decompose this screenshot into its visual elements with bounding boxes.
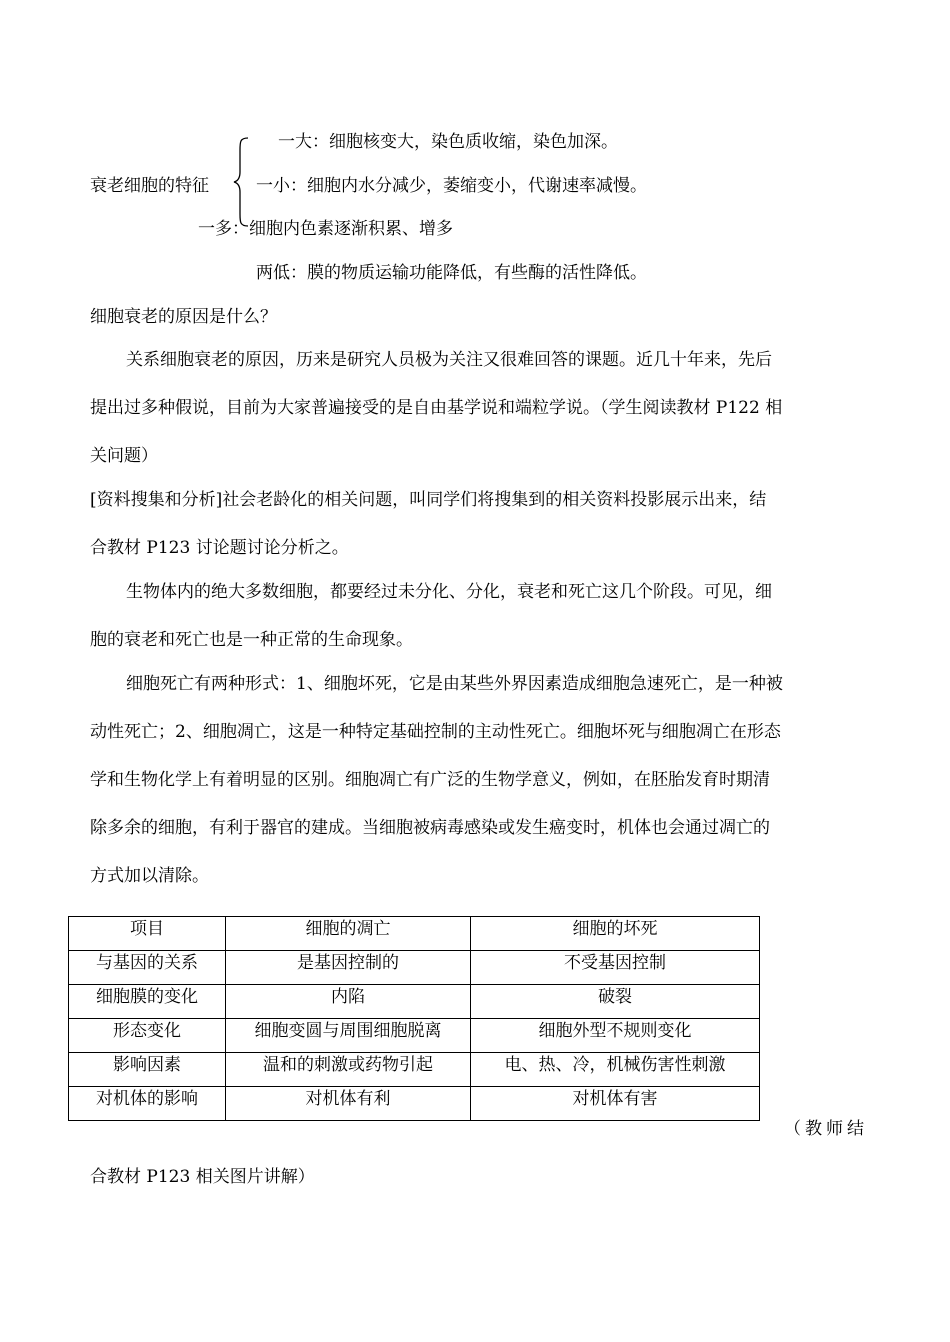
table-cell: 不受基因控制 (471, 951, 760, 985)
para2-line2: 合教材 P123 讨论题讨论分析之。 (90, 538, 349, 558)
feature-item-two-low: 两低：膜的物质运输功能降低，有些酶的活性降低。 (256, 263, 647, 283)
para4-line5: 方式加以清除。 (90, 866, 209, 886)
para1-line3: 关问题） (90, 446, 158, 466)
feature-item-more-text: 细胞内色素逐渐积累、增多 (249, 219, 453, 239)
table-cell: 温和的刺激或药物引起 (226, 1053, 471, 1087)
table-row (69, 1053, 760, 1087)
feature-item-more (198, 214, 453, 239)
table-cell: 细胞外型不规则变化 (471, 1019, 760, 1053)
teacher-note-part2: 合教材 P123 相关图片讲解） (90, 1167, 315, 1187)
para4-line1: 细胞死亡有两种形式：1、细胞坏死，它是由某些外界因素造成细胞急速死亡，是一种被 (126, 674, 783, 694)
table-row (69, 985, 760, 1019)
para1-line1: 关系细胞衰老的原因，历来是研究人员极为关注又很难回答的课题。近几十年来，先后 (126, 350, 772, 370)
table-cell: 破裂 (471, 985, 760, 1019)
comparison-table (68, 916, 760, 1121)
question-heading: 细胞衰老的原因是什么？ (90, 307, 277, 327)
para4-line4: 除多余的细胞，有利于器官的建成。当细胞被病毒感染或发生癌变时，机体也会通过凋亡的 (90, 818, 770, 838)
table-cell: 形态变化 (69, 1019, 226, 1053)
table-cell: 细胞变圆与周围细胞脱离 (226, 1019, 471, 1053)
feature-item-more-prefix: 一多： (198, 219, 249, 239)
para2-line1: [资料搜集和分析]社会老龄化的相关问题，叫同学们将搜集到的相关资料投影展示出来，结 (90, 490, 767, 510)
teacher-note-part1: （教师结 (784, 1119, 868, 1139)
table-cell: 内陷 (226, 985, 471, 1019)
table-row (69, 951, 760, 985)
table-header-cell: 项目 (69, 917, 226, 951)
features-label: 衰老细胞的特征 (90, 176, 209, 196)
table-cell: 对机体有害 (471, 1087, 760, 1121)
para4-line2: 动性死亡；2、细胞凋亡，这是一种特定基础控制的主动性死亡。细胞坏死与细胞凋亡在形态 (90, 722, 781, 742)
table-header-row (69, 917, 760, 951)
para1-line2: 提出过多种假说，目前为大家普遍接受的是自由基学说和端粒学说。（学生阅读教材 P122 相 (90, 398, 783, 418)
table-row (69, 1087, 760, 1121)
table-cell: 是基因控制的 (226, 951, 471, 985)
para4-line3: 学和生物化学上有着明显的区别。细胞凋亡有广泛的生物学意义，例如，在胚胎发育时期清 (90, 770, 770, 790)
table-header-cell: 细胞的坏死 (471, 917, 760, 951)
feature-item-big: 一大：细胞核变大，染色质收缩，染色加深。 (278, 132, 618, 152)
feature-item-small: 一小：细胞内水分减少，萎缩变小，代谢速率减慢。 (256, 176, 647, 196)
para3-line1: 生物体内的绝大多数细胞，都要经过未分化、分化，衰老和死亡这几个阶段。可见，细 (126, 582, 772, 602)
table-cell: 对机体有利 (226, 1087, 471, 1121)
table-cell: 与基因的关系 (69, 951, 226, 985)
table-cell: 影响因素 (69, 1053, 226, 1087)
table-header-cell: 细胞的凋亡 (226, 917, 471, 951)
table-row (69, 1019, 760, 1053)
table-cell: 细胞膜的变化 (69, 985, 226, 1019)
table-cell: 对机体的影响 (69, 1087, 226, 1121)
para3-line2: 胞的衰老和死亡也是一种正常的生命现象。 (90, 630, 413, 650)
table-cell: 电、热、冷，机械伤害性刺激 (471, 1053, 760, 1087)
